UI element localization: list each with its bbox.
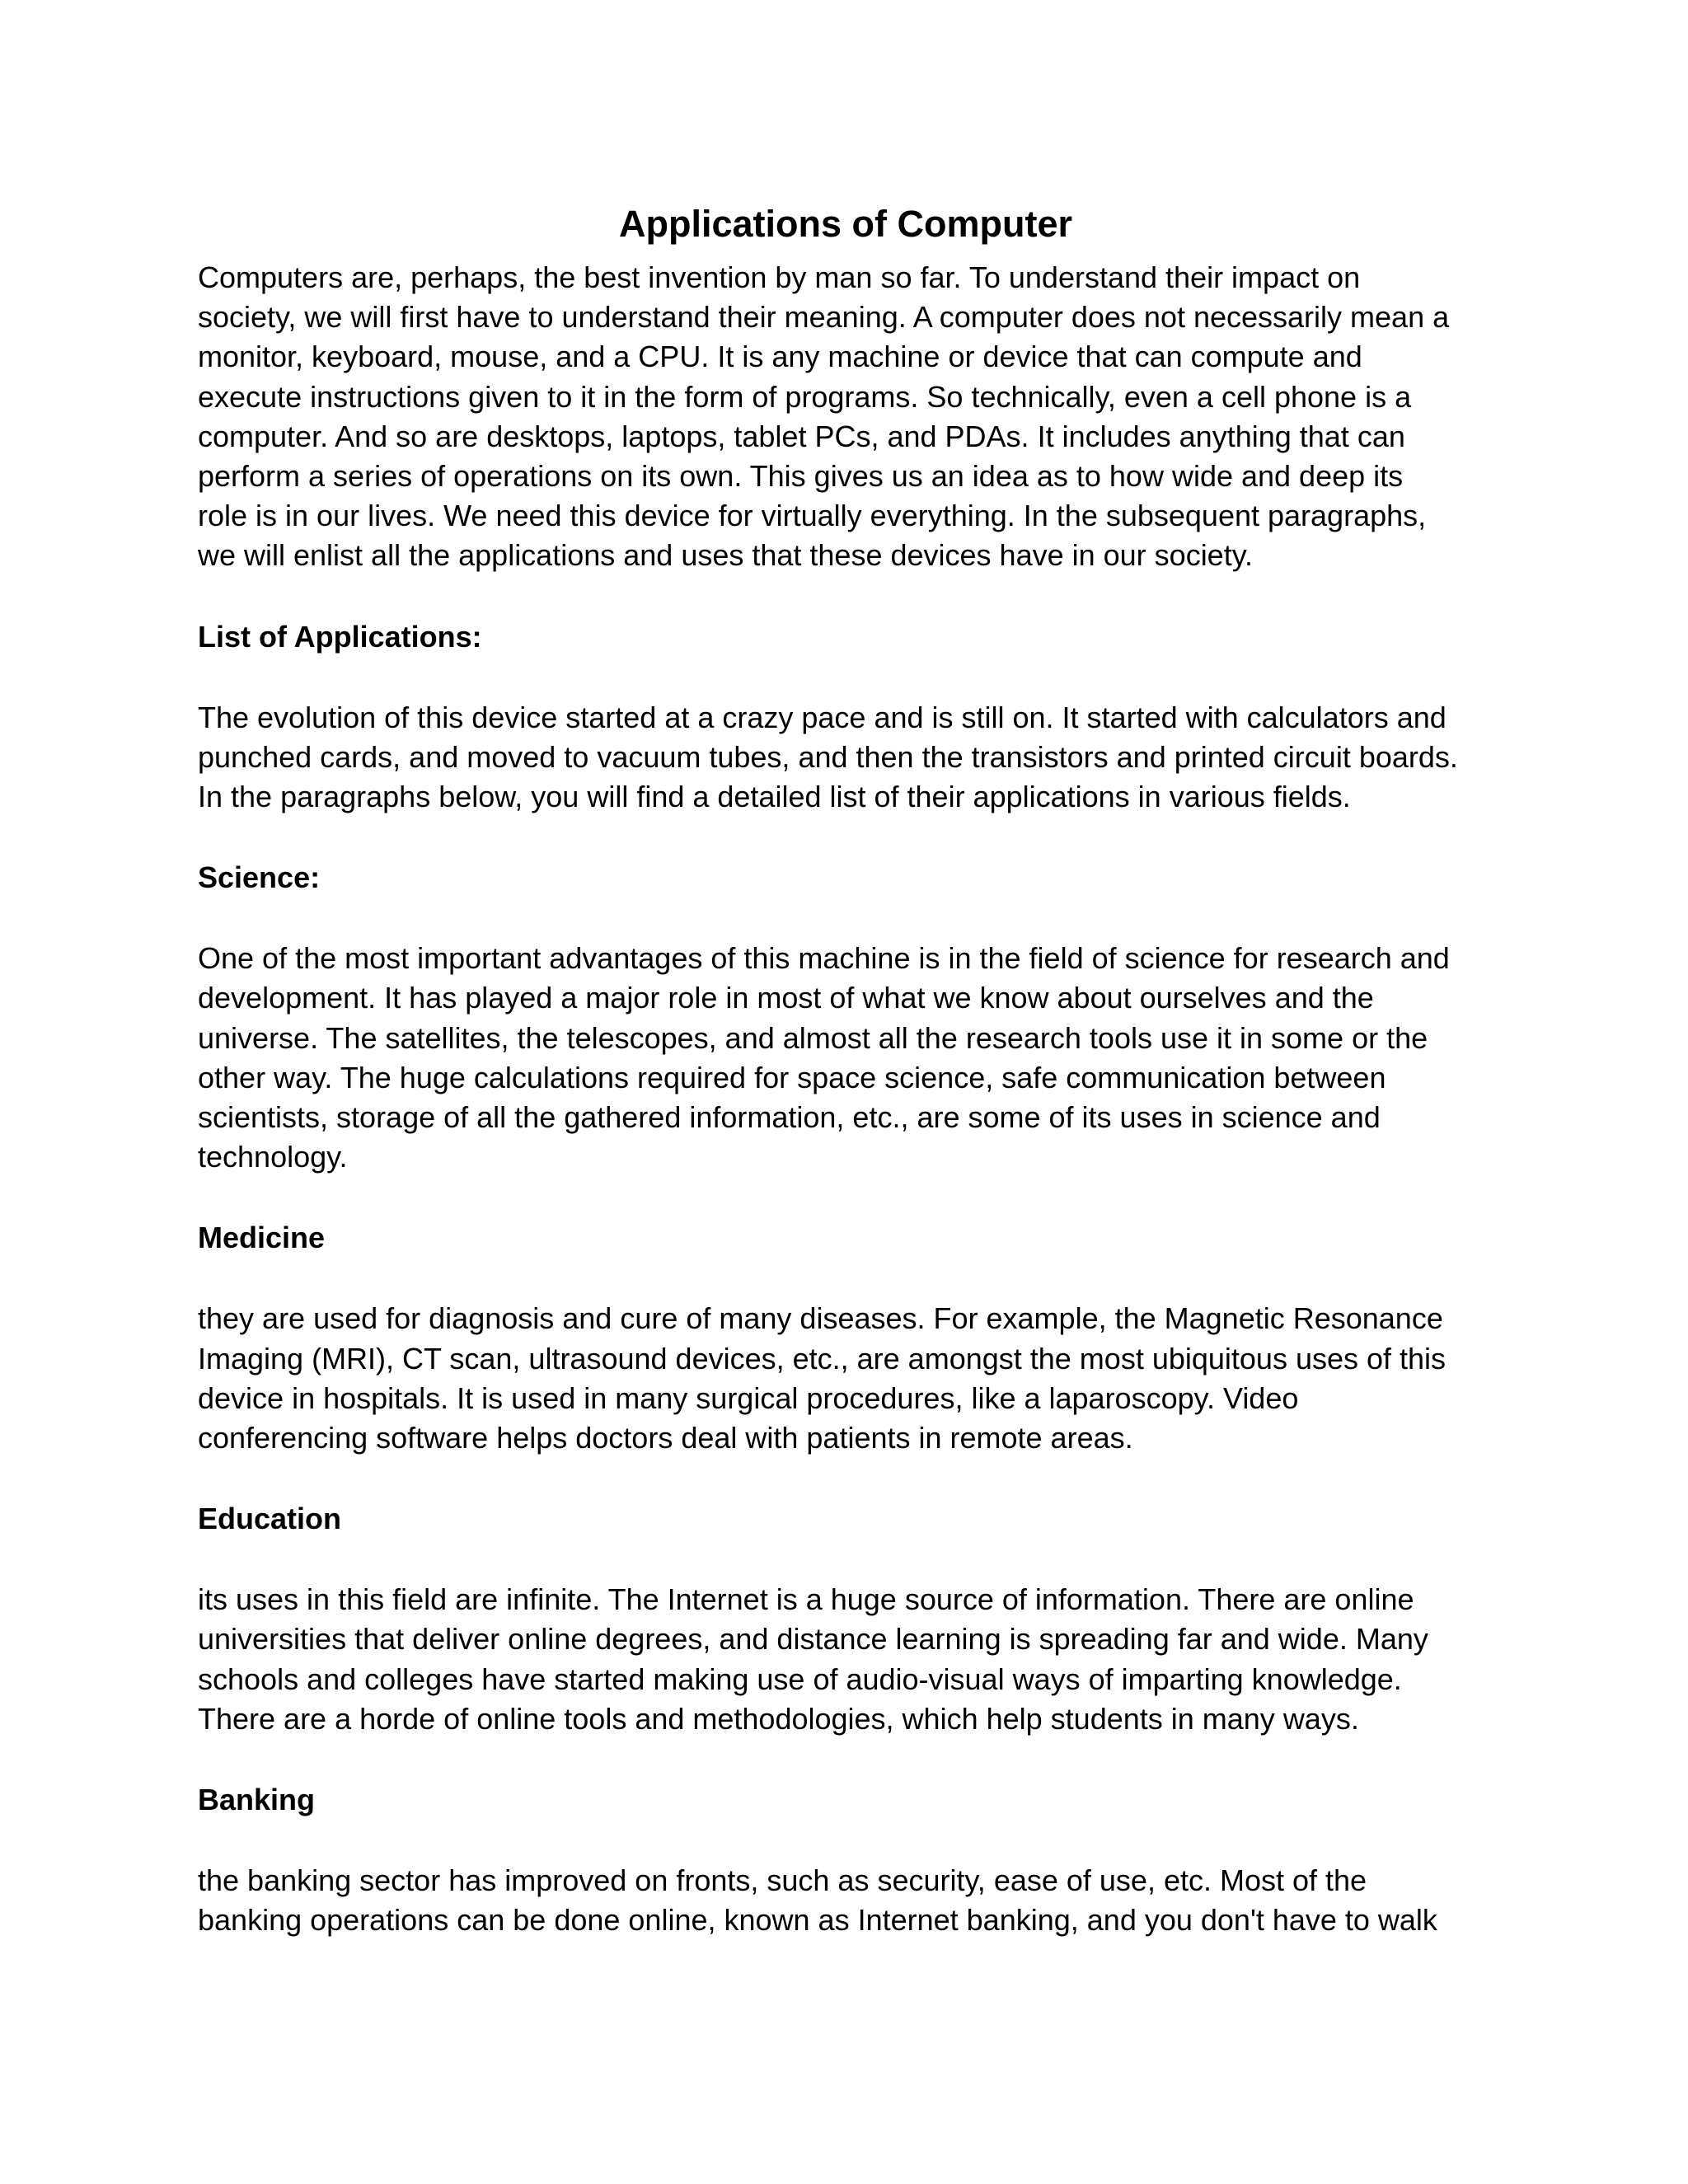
section-body-banking: the banking sector has improved on fronts, such as security, ease of use, etc. Most of the banking operations can be done online, known as Internet banking, and you don't have to walk bbox=[198, 1863, 1437, 1938]
intro-paragraph: Computers are, perhaps, the best invention by man so far. To understand their impact on society, we will first have to understand their meaning. A computer does not necessarily mean a monitor, keyboard, mouse, and a CPU. It is any machine or device that can compute and execute instructions given to it in the form of programs. So technically, even a cell phone is a computer. And so are desktops, laptops, tablet PCs, and PDAs. It includes anything that can perform a series of operations on its own. This gives us an idea as to how wide and deep its role is in our lives. We need this device for virtually everything. In the subsequent paragraphs, we will enlist all the applications and uses that these devices have in our society. bbox=[198, 260, 1450, 573]
section-body-science: One of the most important advantages of this machine is in the field of science for research and development. It has played a major role in most of what we know about ourselves and the universe. The satellites, the telescopes, and almost all the research tools use it in some or the other way. The huge calculations required for space science, safe communication between scientists, storage of all the gathered information, etc., are some of its uses in science and technology. bbox=[198, 941, 1450, 1174]
page-title: Applications of Computer bbox=[619, 203, 1072, 245]
section-heading-list-of-applications: List of Applications: bbox=[198, 619, 482, 654]
section-body-list-of-applications: The evolution of this device started at a crazy pace and is still on. It started with calculators and punched cards, and moved to vacuum tubes, and then the transistors and printed circuit boards. In the paragraphs below, you will find a detailed list of their applications in various fields. bbox=[198, 700, 1458, 814]
section-heading-education: Education bbox=[198, 1502, 342, 1536]
section-heading-medicine: Medicine bbox=[198, 1221, 326, 1255]
section-heading-science: Science: bbox=[198, 860, 321, 895]
section-heading-banking: Banking bbox=[198, 1783, 316, 1817]
section-body-education: its uses in this field are infinite. The Internet is a huge source of information. There are online universities that deliver online degrees, and distance learning is spreading far and wide. Many schools and colleges have started making use of audio-visual ways of imparting knowledge. There are a horde of online tools and methodologies, which help students in many ways. bbox=[198, 1582, 1428, 1736]
section-body-medicine: they are used for diagnosis and cure of many diseases. For example, the Magnetic Resonance Imaging (MRI), CT scan, ultrasound devices, etc., are amongst the most ubiquitous uses of this device in hospitals. It is used in many surgical procedures, like a laparoscopy. Video conferencing software helps doctors deal with patients in remote areas. bbox=[198, 1301, 1447, 1455]
document-content bbox=[198, 194, 1493, 1940]
